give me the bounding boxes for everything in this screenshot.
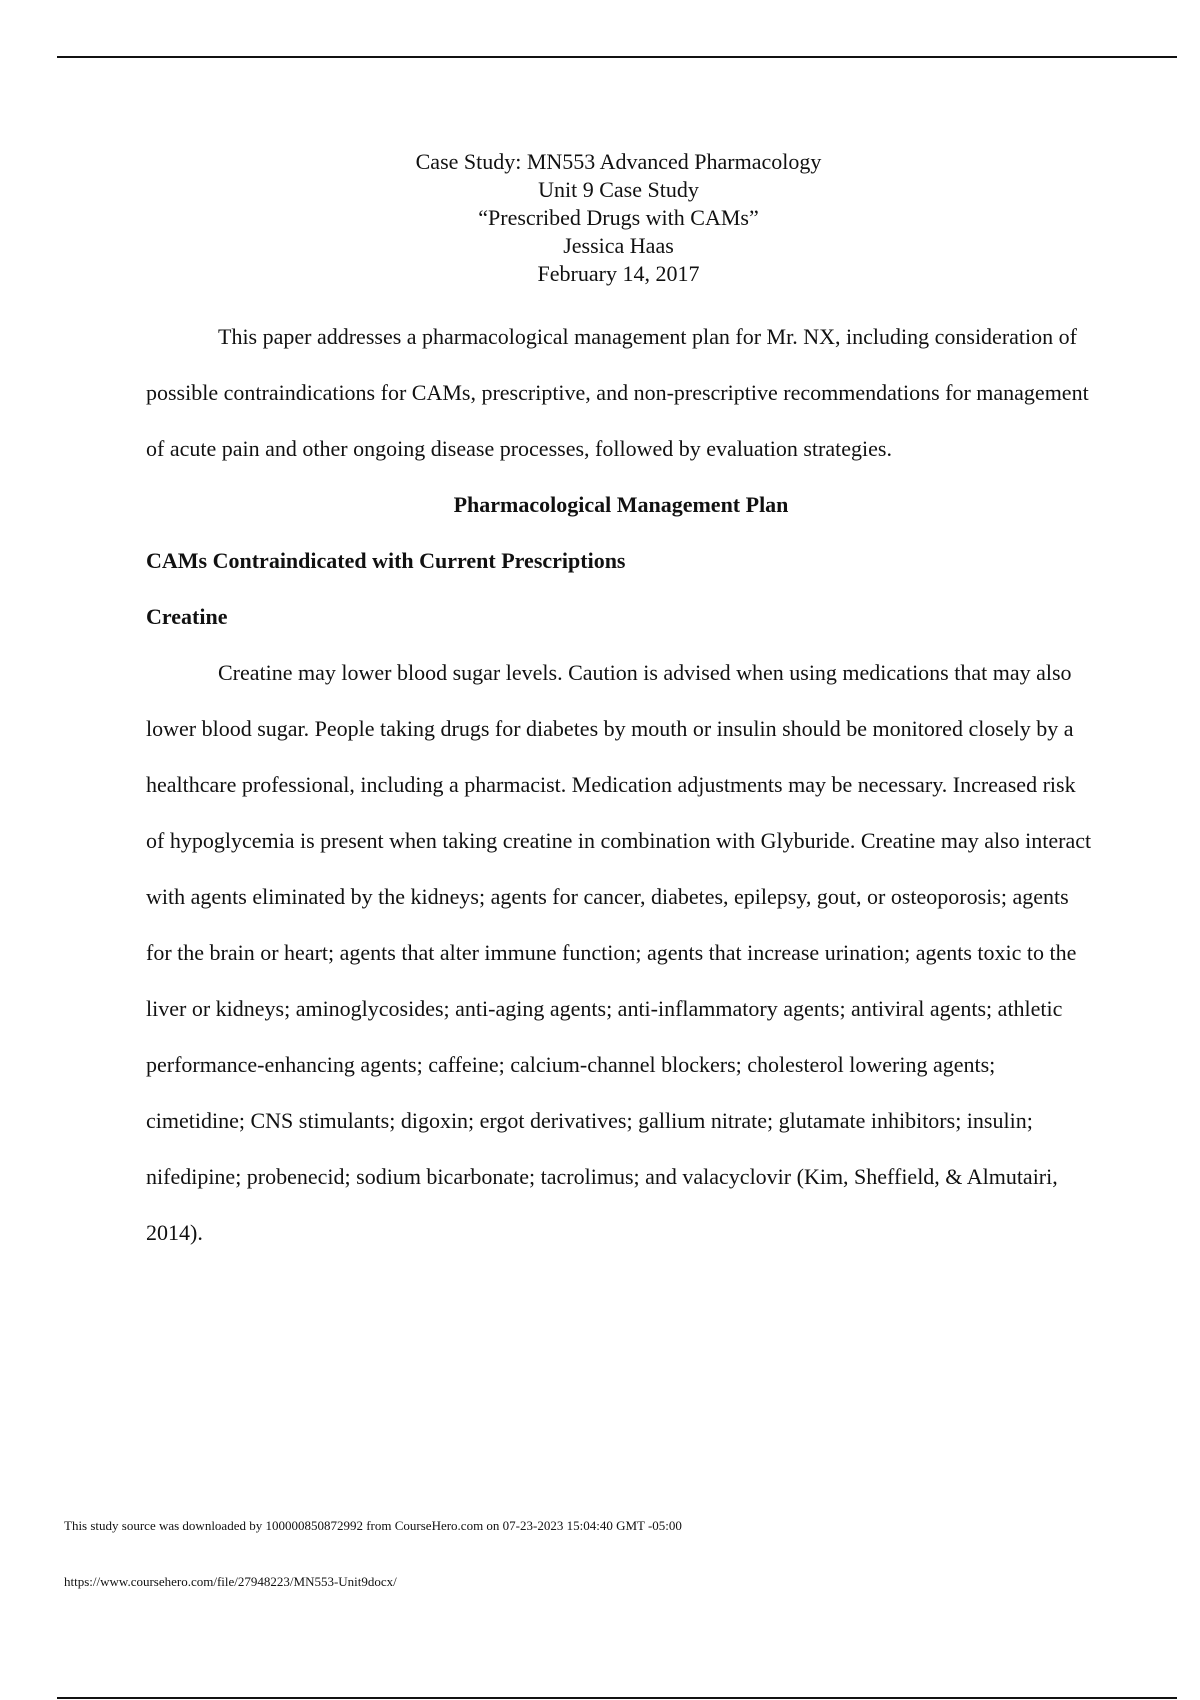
source-url[interactable]: https://www.coursehero.com/file/27948223/MN553-Unit9docx/ [64, 1574, 397, 1589]
creatine-paragraph: Creatine may lower blood sugar levels. Caution is advised when using medications that may also lower blood sugar. People taking drugs for diabetes by mouth or insulin should be monitored closely by a healthcare professional, including a pharmacist. Medication adjustments may be necessary. Increased risk of hypoglycemia is present when taking creatine in combination with Glyburide. Creatine may also interact with agents eliminated by the kidneys; agents for cancer, diabetes, epilepsy, gout, or osteoporosis; agents for the brain or heart; agents that alter immune function; agents that increase urination; agents toxic to the liver or kidneys; aminoglycosides; anti-aging agents; anti-inflammatory agents; antiviral agents; athletic performance-enhancing agents; caffeine; calcium-channel blockers; cholesterol lowering agents; cimetidine; CNS stimulants; digoxin; ergot derivatives; gallium nitrate; glutamate inhibitors; insulin; nifedipine; probenecid; sodium bicarbonate; tacrolimus; and valacyclovir (Kim, Sheffield, & Almutairi, 2014). [146, 660, 1092, 1245]
document-body [146, 309, 1096, 1261]
section-heading: Pharmacological Management Plan [453, 492, 789, 517]
unit-title: Unit 9 Case Study [538, 177, 699, 202]
course-title: Case Study: MN553 Advanced Pharmacology [415, 149, 822, 174]
paper-title: “Prescribed Drugs with CAMs” [478, 205, 759, 230]
top-rule [57, 56, 1177, 58]
author-name: Jessica Haas [563, 233, 674, 258]
creatine-heading: Creatine [146, 604, 228, 629]
paper-date: February 14, 2017 [537, 261, 700, 286]
subsection-heading: CAMs Contraindicated with Current Prescriptions [146, 548, 626, 573]
download-source-note: This study source was downloaded by 100000850872992 from CourseHero.com on 07-23-2023 15:04:40 GMT -05:00 [64, 1518, 682, 1533]
bottom-rule [57, 1697, 1177, 1699]
title-block [0, 148, 1200, 288]
intro-paragraph: This paper addresses a pharmacological management plan for Mr. NX, including consideration of possible contraindications for CAMs, prescriptive, and non-prescriptive recommendations for management of acute pain and other ongoing disease processes, followed by evaluation strategies. [146, 324, 1089, 461]
